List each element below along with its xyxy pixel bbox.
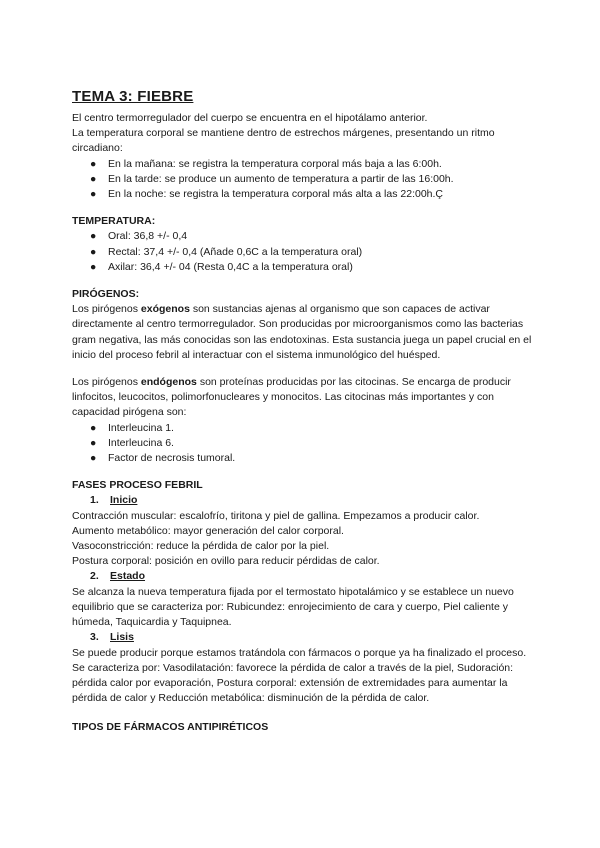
bullet-icon: ●	[90, 188, 97, 201]
phase-heading-inicio: 1. Inicio	[90, 494, 138, 507]
list-item: ● En la tarde: se produce un aumento de temperatura a partir de las 16:00h.	[72, 172, 532, 187]
page-title: TEMA 3: FIEBRE	[72, 88, 194, 105]
antipireticos-heading: TIPOS DE FÁRMACOS ANTIPIRÉTICOS	[72, 721, 269, 734]
phase-line: Vasoconstricción: reduce la pérdida de calor por la piel.	[72, 540, 330, 553]
list-item: ● Oral: 36,8 +/- 0,4	[72, 229, 532, 244]
list-item: ● Rectal: 37,4 +/- 0,4 (Añade 0,6C a la temperatura oral)	[72, 245, 532, 260]
bullet-icon: ●	[90, 421, 97, 434]
list-item: ● Interleucina 1.	[72, 421, 532, 436]
bullet-icon: ●	[90, 230, 97, 243]
phase-line: Se alcanza la nueva temperatura fijada por el termostato hipotalámico y se establece un nuevo equilibrio que se caracteriza por: Rubicundez: enrojecimiento de cara y cuerpo, Piel caliente y húmeda, Taquicardia y Taquipnea.	[72, 585, 514, 629]
bullet-icon: ●	[90, 260, 97, 273]
phase-line: Aumento metabólico: mayor generación del calor corporal.	[72, 524, 344, 537]
pirogenos-exogenos-paragraph: Los pirógenos exógenos son sustancias ajenas al organismo que son capaces de activar directamente al centro termorregulador. Son producidas por microorganismos como las bacterias gram negativa, las más conocidas son las endotoxinas. Esta sustancia juega un papel crucial en el inicio del proceso febril al interactuar con el sistema inmunológico del huésped.	[72, 303, 532, 361]
document-page	[72, 88, 532, 736]
phase-heading-estado: 2. Estado	[90, 570, 146, 583]
bullet-icon: ●	[90, 172, 97, 185]
phase-line: Se puede producir porque estamos tratándola con fármacos o porque ya ha finalizado el proceso. Se caracteriza por: Vasodilatación: favorece la pérdida de calor a través de la piel, Sudoración: pérdida calor por evaporación, Postura corporal: extensión de extremidades para aumentar la pérdida de calor y Reducción metabólica: disminución de la pérdida de calor.	[72, 646, 527, 705]
phase-line: Contracción muscular: escalofrío, tiritona y piel de gallina. Empezamos a producir calor.	[72, 509, 480, 522]
bullet-icon: ●	[90, 157, 97, 170]
phase-heading-lisis: 3. Lisis	[90, 631, 134, 644]
bullet-icon: ●	[90, 245, 97, 258]
list-item: ● En la mañana: se registra la temperatura corporal más baja a las 6:00h.	[72, 157, 532, 172]
intro-line-2: La temperatura corporal se mantiene dentro de estrechos márgenes, presentando un ritmo circadiano:	[72, 127, 495, 155]
list-item: ● Factor de necrosis tumoral.	[72, 451, 532, 466]
temperatura-list	[72, 229, 532, 275]
temperatura-heading: TEMPERATURA:	[72, 215, 156, 228]
bullet-icon: ●	[90, 452, 97, 465]
list-item: ● En la noche: se registra la temperatura corporal más alta a las 22:00h.Ç	[72, 187, 532, 202]
pirogenos-heading: PIRÓGENOS:	[72, 288, 140, 301]
citocinas-list	[72, 421, 532, 467]
pirogenos-endogenos-paragraph: Los pirógenos endógenos son proteínas producidas por las citocinas. Se encarga de producir linfocitos, leucocitos, polimorfonucleares y monocitos. Las citocinas más importantes y con capacidad pirógena son:	[72, 376, 511, 419]
list-item: ● Axilar: 36,4 +/- 04 (Resta 0,4C a la temperatura oral)	[72, 260, 532, 275]
fases-heading: FASES PROCESO FEBRIL	[72, 479, 203, 492]
bullet-icon: ●	[90, 436, 97, 449]
intro-line-1: El centro termorregulador del cuerpo se encuentra en el hipotálamo anterior.	[72, 112, 428, 124]
phase-line: Postura corporal: posición en ovillo para reducir pérdidas de calor.	[72, 555, 380, 568]
list-item: ● Interleucina 6.	[72, 436, 532, 451]
circadian-list	[72, 157, 532, 203]
